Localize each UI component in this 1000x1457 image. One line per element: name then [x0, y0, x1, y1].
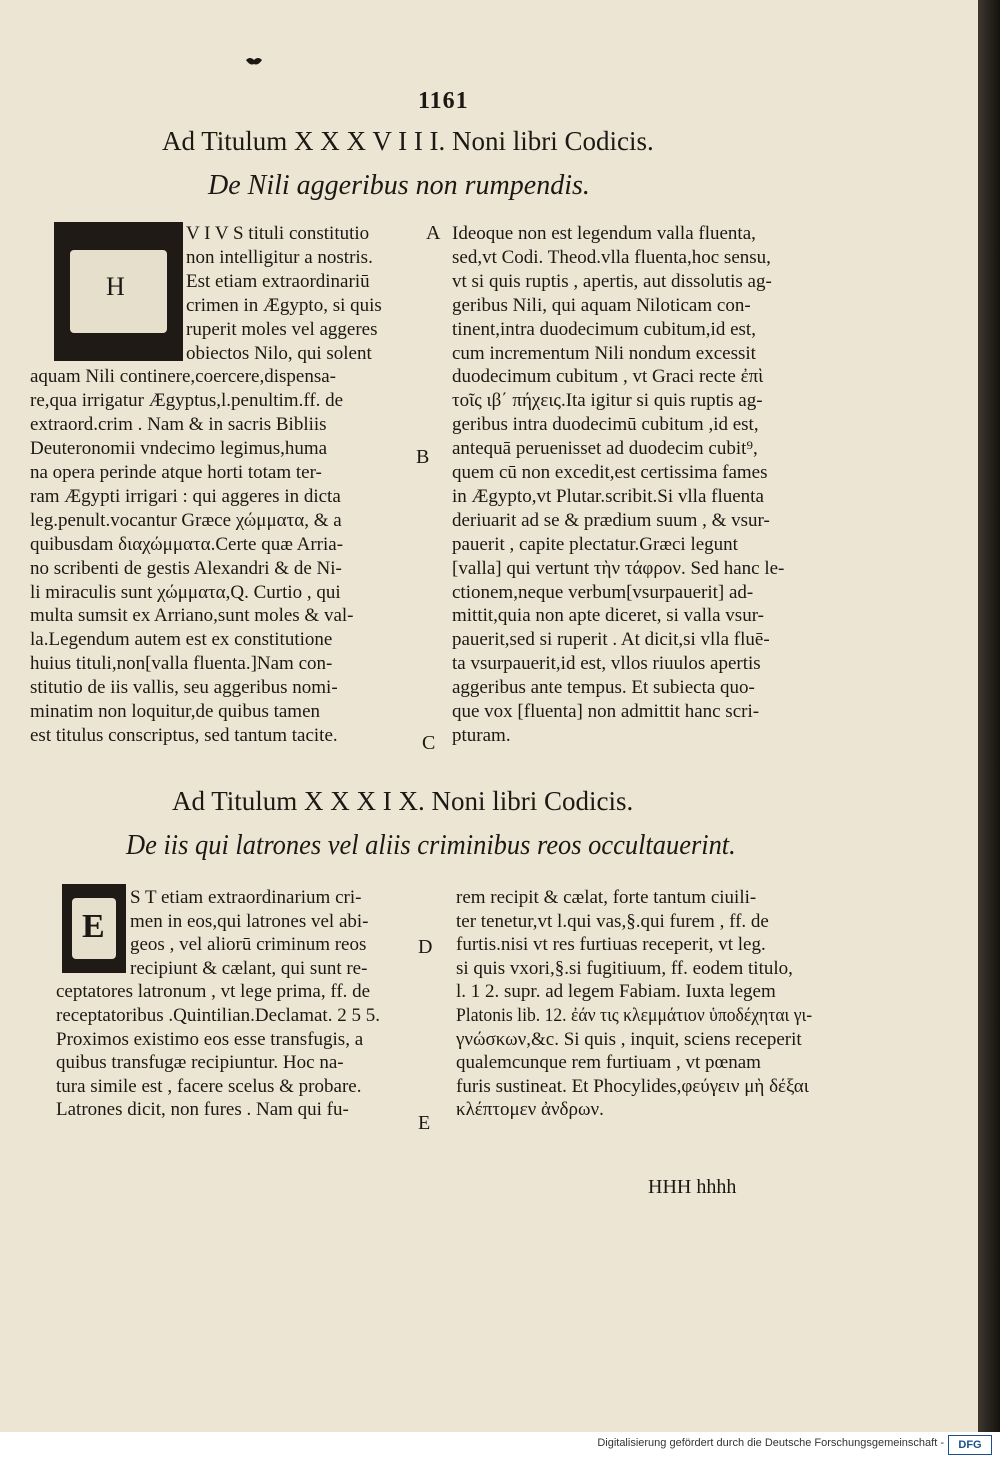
initial-letter-h: H	[106, 272, 125, 301]
text-line: [valla] qui vertunt τὴν τάφρον. Sed hanc le-	[452, 557, 785, 579]
text-line: Platonis lib. 12. ἐάν τις κλεμμάτιον ὑποδέχηται γι-	[456, 1005, 813, 1026]
text-line: aggeribus ante tempus. Et subiecta quo-	[452, 677, 755, 699]
text-line: cum incrementum Nili nondum excessit	[452, 342, 756, 364]
margin-letter-e: E	[418, 1112, 431, 1134]
text-line: re,qua irrigatur Ægyptus,l.penultim.ff. de	[30, 390, 344, 412]
text-line: ceptatores latronum , vt lege prima, ff. de	[56, 981, 371, 1003]
text-line: pauerit , capite plectatur.Græci legunt	[452, 533, 738, 555]
text-line: men in eos,qui latrones vel abi-	[130, 910, 369, 932]
ornament-icon	[244, 56, 264, 68]
decorated-initial-e	[62, 884, 126, 973]
text-line: quem cū non excedit,est certissima fames	[452, 462, 768, 483]
text-line: sed,vt Codi. Theod.vlla fluenta,hoc sensu,	[452, 246, 771, 268]
section-subheading-2: De iis qui latrones vel aliis criminibus reos occultauerint.	[126, 830, 736, 861]
text-line: V I V S tituli constitutio	[186, 223, 370, 244]
text-line: furtis.nisi vt res furtiuas receperit, vt leg.	[456, 934, 766, 956]
text-line: non intelligitur a nostris.	[186, 246, 373, 268]
text-line: geribus Nili, qui aquam Niloticam con-	[452, 294, 751, 316]
initial-letter-e: E	[82, 908, 105, 945]
dfg-logo: DFG	[948, 1435, 992, 1455]
text-line: quibus transfugæ recipiuntur. Hoc na-	[56, 1052, 344, 1074]
text-line: duodecimum cubitum , vt Graci recte ἐπὶ	[452, 366, 764, 388]
text-line: leg.penult.vocantur Græce χώμματα, & a	[30, 509, 342, 531]
text-line: κλέπτομεν ἀνδρων.	[456, 1099, 604, 1121]
text-line: stitutio de iis vallis, seu aggeribus nomi-	[30, 677, 338, 699]
page-number: 1161	[418, 88, 469, 114]
text-line: ta vsurpauerit,id est, vllos riuulos apertis	[452, 653, 761, 675]
decorated-initial-h	[54, 222, 183, 361]
text-line: mittit,quia non apte diceret, si valla vsur-	[452, 605, 764, 627]
section-heading-1: Ad Titulum X X X V I I I. Noni libri Codicis.	[162, 126, 654, 156]
text-line: crimen in Ægypto, si quis	[186, 294, 382, 316]
text-line: tinent,intra duodecimum cubitum,id est,	[452, 318, 756, 340]
text-line: Ideoque non est legendum valla fluenta,	[452, 223, 756, 244]
text-line: multa sumsit ex Arriano,sunt moles & val-	[30, 605, 354, 627]
text-line: aquam Nili continere,coercere,dispensa-	[30, 366, 336, 388]
text-line: pturam.	[452, 724, 511, 746]
section-heading-2: Ad Titulum X X X I X. Noni libri Codicis.	[172, 786, 634, 816]
section-subheading-1: De Nili aggeribus non rumpendis.	[208, 170, 590, 201]
text-line: li miraculis sunt χώμματα,Q. Curtio , qui	[30, 581, 341, 603]
text-line: S T etiam extraordinarium cri-	[130, 887, 362, 908]
text-line: pauerit,sed si ruperit . At dicit,si vlla fluē-	[452, 629, 770, 651]
text-line: rem recipit & cælat, forte tantum ciuili-	[456, 887, 757, 908]
text-line: geos , vel aliorū criminum reos	[130, 934, 367, 956]
text-line: obiectos Nilo, qui solent	[186, 342, 372, 364]
page-edge	[978, 0, 1000, 1432]
text-line: τοῖς ιβ΄ πήχεις.Ita igitur si quis ruptis ag-	[452, 390, 763, 412]
text-line: deriuarit ad se & prædium suum , & vsur-	[452, 509, 770, 531]
margin-letter-b: B	[416, 446, 430, 468]
text-line: Deuteronomii vndecimo legimus,huma	[30, 438, 328, 460]
margin-letter-d: D	[418, 936, 433, 958]
text-line: ctionem,neque verbum[vsurpauerit] ad-	[452, 581, 754, 603]
text-line: quibusdam διαχώμματα.Certe quæ Arria-	[30, 533, 344, 555]
text-line: γνώσκων,&c. Si quis , inquit, sciens receperit	[456, 1028, 802, 1050]
text-line: furis sustineat. Et Phocylides,φεύγειν μὴ δέξαι	[456, 1075, 809, 1097]
text-line: tura simile est , facere scelus & probare.	[56, 1075, 362, 1097]
text-line: ter tenetur,vt l.qui vas,§.qui furem , ff. de	[456, 910, 769, 932]
footer-bar	[0, 1432, 1000, 1457]
text-line: minatim non loquitur,de quibus tamen	[30, 701, 321, 722]
text-line: extraord.crim . Nam & in sacris Bibliis	[30, 414, 327, 436]
text-line: Proximos existimo eos esse transfugis, a	[56, 1028, 364, 1050]
text-line: ruperit moles vel aggeres	[186, 318, 378, 340]
text-line: si quis vxori,§.si fugitiuum, ff. eodem titulo,	[456, 957, 793, 979]
text-line: Latrones dicit, non fures . Nam qui fu-	[56, 1099, 349, 1121]
text-line: geribus intra duodecimū cubitum ,id est,	[452, 414, 759, 436]
margin-letter-c: C	[422, 732, 436, 754]
text-line: est titulus conscriptus, sed tantum tacite.	[30, 724, 338, 746]
text-line: vt si quis ruptis , apertis, aut dissolutis ag-	[452, 270, 772, 292]
text-line: na opera perinde atque horti totam ter-	[30, 462, 322, 483]
text-line: ram Ægypti irrigari : qui aggeres in dicta	[30, 485, 341, 507]
text-line: Est etiam extraordinariū	[186, 270, 370, 292]
text-line: no scribenti de gestis Alexandri & de Ni-	[30, 557, 342, 579]
text-line: que vox [fluenta] non admittit hanc scri-	[452, 701, 760, 722]
text-line: in Ægypto,vt Plutar.scribit.Si vlla fluenta	[452, 485, 764, 507]
text-line: recipiunt & cælant, qui sunt re-	[130, 957, 368, 979]
text-line: l. 1 2. supr. ad legem Fabiam. Iuxta legem	[456, 981, 776, 1003]
margin-letter-a: A	[426, 222, 441, 244]
text-line: la.Legendum autem est ex constitutione	[30, 629, 333, 651]
text-line: receptatoribus .Quintilian.Declamat. 2 5 5.	[56, 1005, 380, 1026]
footer-credit: Digitalisierung gefördert durch die Deutsche Forschungsgemeinschaft -	[597, 1437, 944, 1449]
text-line: antequā peruenisset ad duodecim cubit⁹,	[452, 438, 758, 460]
catchword: HHH hhhh	[648, 1176, 737, 1198]
text-line: huius tituli,non[valla fluenta.]Nam con-	[30, 653, 333, 675]
text-line: qualemcunque rem furtiuam , vt pœnam	[456, 1052, 761, 1074]
